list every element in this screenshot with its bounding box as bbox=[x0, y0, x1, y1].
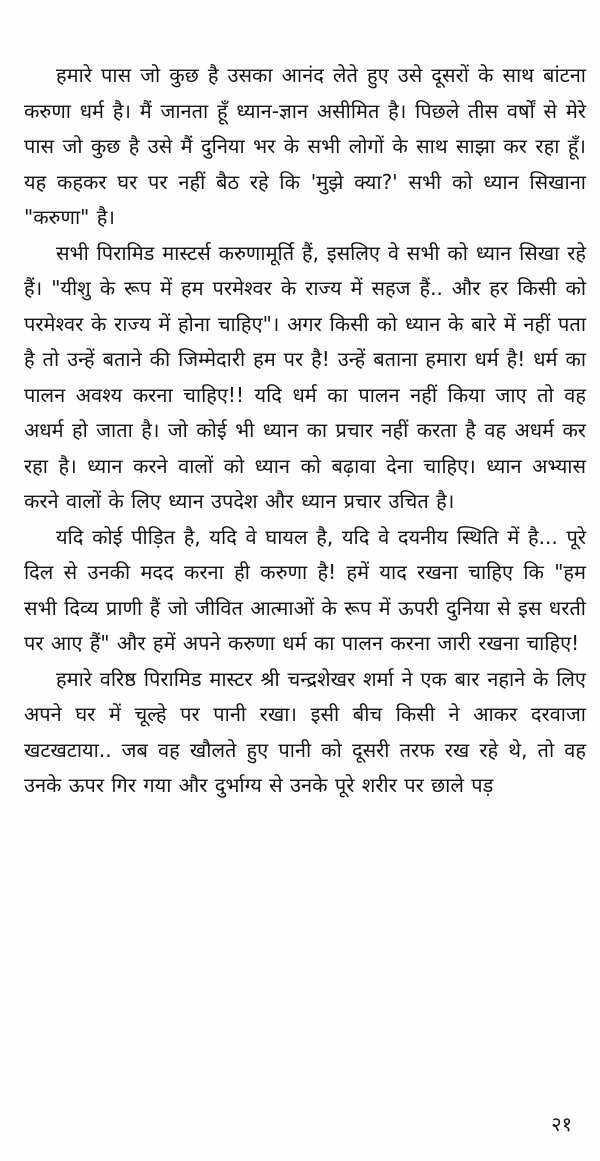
paragraph-1: हमारे पास जो कुछ है उसका आनंद लेते हुए उसे दूसरों के साथ बांटना करुणा धर्म है। मैं जानता हूँ ध्यान-ज्ञान असीमित है। पिछले तीस वर्षों से मेरे पास जो कुछ है उसे मैं दुनिया भर के सभी लोगों के साथ साझा कर रहा हूँ। यह कहकर घर पर नहीं बैठ रहे कि 'मुझे क्या?' सभी को ध्यान सिखाना "करुणा" है। bbox=[24, 63, 586, 229]
body-text bbox=[24, 58, 586, 804]
paragraph-4: हमारे वरिष्ठ पिरामिड मास्टर श्री चन्द्रशेखर शर्मा ने एक बार नहाने के लिए अपने घर में चूल्हे पर पानी रखा। इसी बीच किसी ने आकर दरवाजा खटखटाया.. जब वह खौलते हुए पानी को दूसरी तरफ रख रहे थे, तो वह उनके ऊपर गिर गया और दुर्भाग्य से उनके पूरे शरीर पर छाले पड़ bbox=[24, 666, 586, 797]
paragraph-2: सभी पिरामिड मास्टर्स करुणामूर्ति हैं, इसलिए वे सभी को ध्यान सिखा रहे हैं। "यीशु के रूप में हम परमेश्वर के राज्य में सहज हैं.. और हर किसी को परमेश्वर के राज्य में होना चाहिए"। अगर किसी को ध्यान के बारे में नहीं पता है तो उन्हें बताने की जिम्मेदारी हम पर है! उन्हें बताना हमारा धर्म है! धर्म का पालन अवश्य करना चाहिए!! यदि धर्म का पालन नहीं किया जाए तो वह अधर्म हो जाता है। जो कोई भी ध्यान का प्रचार नहीं करता है वह अधर्म कर रहा है। ध्यान करने वालों को ध्यान को बढ़ावा देना चाहिए। ध्यान अभ्यास करने वालों के लिए ध्यान उपदेश और ध्यान प्रचार उचित है। bbox=[24, 240, 586, 513]
page-number: २१ bbox=[551, 1112, 572, 1136]
paragraph-3: यदि कोई पीड़ित है, यदि वे घायल है, यदि वे दयनीय स्थिति में है... पूरे दिल से उनकी मदद करना ही करुणा है! हमें याद रखना चाहिए कि "हम सभी दिव्य प्राणी हैं जो जीवित आत्माओं के रूप में ऊपरी दुनिया से इस धरती पर आए हैं" और हमें अपने करुणा धर्म का पालन करना जारी रखना चाहिए! bbox=[24, 524, 586, 655]
